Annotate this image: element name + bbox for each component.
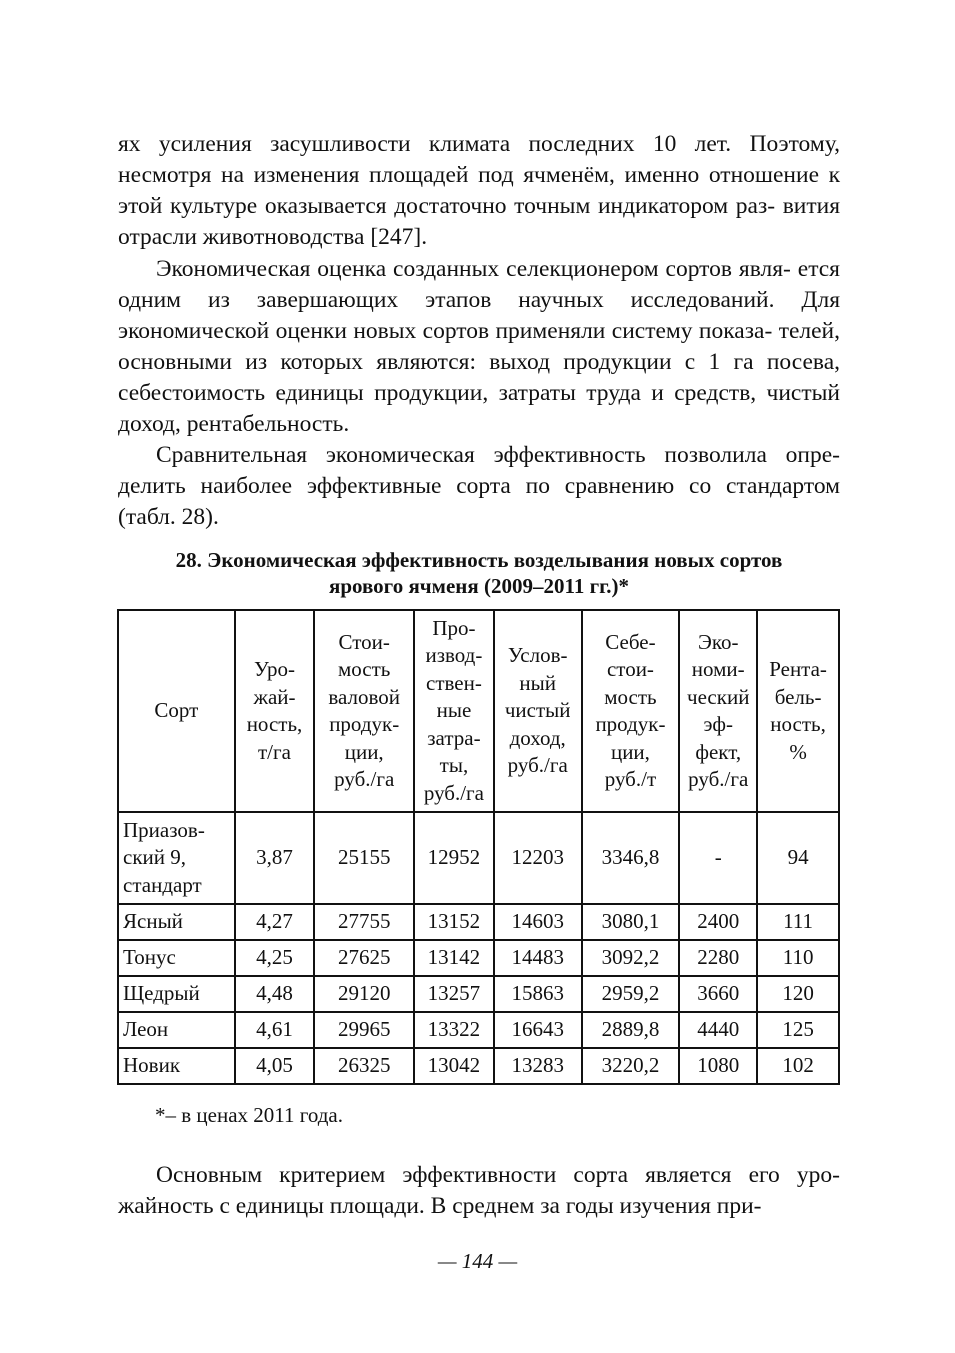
table-footnote: *– в ценах 2011 года.	[155, 1103, 343, 1127]
table-cell: 25155	[314, 812, 414, 904]
table-cell: 26325	[314, 1048, 414, 1084]
table-cell: 102	[757, 1048, 839, 1084]
table-cell: 13322	[414, 1012, 494, 1048]
table-cell: 27625	[314, 940, 414, 976]
table-caption	[118, 547, 840, 599]
table-row	[118, 940, 839, 976]
paragraph-line: вития отрасли животноводства [247].	[118, 193, 841, 250]
paragraph-line: Сравнительная экономическая эффективность позволила опре-	[156, 442, 840, 468]
table-cell: 3,87	[235, 812, 315, 904]
table-cell: 2400	[679, 904, 757, 940]
table-cell: 3220,2	[582, 1048, 680, 1084]
table-cell: 12203	[494, 812, 582, 904]
table-cell: 13142	[414, 940, 494, 976]
variety-name: Приазов- ский 9, стандарт	[118, 812, 235, 904]
table-cell: 15863	[494, 976, 582, 1012]
paragraph-line: ях усиления засушливости климата последних 10 лет. Поэтому,	[118, 131, 840, 157]
table-cell: 27755	[314, 904, 414, 940]
header-production-costs: Про- извод- ствен- ные затра- ты, руб./га	[414, 610, 494, 812]
variety-name: Леон	[118, 1012, 235, 1048]
table-row	[118, 1012, 839, 1048]
header-net-income: Услов- ный чистый доход, руб./га	[494, 610, 582, 812]
table-cell: 1080	[679, 1048, 757, 1084]
table-cell: 4,61	[235, 1012, 315, 1048]
caption-line: ярового ячменя (2009–2011 гг.)*	[328, 574, 630, 598]
paragraph-line: посева, себестоимость единицы продукции, затраты труда и	[118, 349, 840, 406]
paragraph-line: несмотря на изменения площадей под ячменём, именно отношение	[118, 162, 829, 188]
table-cell: 125	[757, 1012, 839, 1048]
table-cell: 4,05	[235, 1048, 315, 1084]
table-cell: 110	[757, 940, 839, 976]
table-cell: 94	[757, 812, 839, 904]
header-gross-output-value: Стои- мость валовой продук- ции, руб./га	[314, 610, 414, 812]
table-cell: 3080,1	[582, 904, 680, 940]
table-cell: -	[679, 812, 757, 904]
table-row	[118, 904, 839, 940]
table-cell: 3092,2	[582, 940, 680, 976]
header-unit-cost: Себе- стои- мость продук- ции, руб./т	[582, 610, 680, 812]
table-cell: 4,25	[235, 940, 315, 976]
paragraph-line: средств, чистый доход, рентабельность.	[118, 380, 840, 437]
table-header-row	[118, 610, 839, 812]
table-cell: 29120	[314, 976, 414, 1012]
paragraph-1	[118, 129, 840, 253]
table-row	[118, 976, 839, 1012]
header-yield: Уро- жай- ность, т/га	[235, 610, 315, 812]
table-cell: 4440	[679, 1012, 757, 1048]
variety-name: Щедрый	[118, 976, 235, 1012]
paragraph-line: Экономическая оценка созданных селекционером сортов явля-	[156, 256, 791, 282]
page-number: — 144 —	[437, 1249, 518, 1273]
table-cell: 13257	[414, 976, 494, 1012]
paragraph-line: ется одним из завершающих этапов научных исследований. Для	[118, 256, 840, 313]
header-profitability: Рента- бель- ность, %	[757, 610, 839, 812]
variety-name: Тонус	[118, 940, 235, 976]
table-cell: 4,27	[235, 904, 315, 940]
paragraph-line: экономической оценки новых сортов применяли систему показа-	[118, 318, 773, 344]
table-cell: 2889,8	[582, 1012, 680, 1048]
paragraph-3	[118, 440, 840, 533]
table-cell: 3660	[679, 976, 757, 1012]
table-cell: 13152	[414, 904, 494, 940]
table-cell: 13042	[414, 1048, 494, 1084]
header-economic-effect: Эко- номи- ческий эф- фект, руб./га	[679, 610, 757, 812]
table-cell: 2280	[679, 940, 757, 976]
table-cell: 12952	[414, 812, 494, 904]
paragraph-line: к этой культуре оказывается достаточно точным индикатором раз-	[118, 162, 840, 219]
efficiency-table	[117, 609, 840, 1085]
table-cell: 3346,8	[582, 812, 680, 904]
table-cell: 14603	[494, 904, 582, 940]
variety-name: Новик	[118, 1048, 235, 1084]
table-cell: 111	[757, 904, 839, 940]
table-cell: 13283	[494, 1048, 582, 1084]
caption-line: 28. Экономическая эффективность возделывания новых сортов	[175, 548, 783, 572]
table-cell: 14483	[494, 940, 582, 976]
variety-name: Ясный	[118, 904, 235, 940]
table-cell: 29965	[314, 1012, 414, 1048]
paragraph-line: Основным критерием эффективности сорта является его уро-	[156, 1162, 840, 1188]
table-cell: 16643	[494, 1012, 582, 1048]
table-row	[118, 812, 839, 904]
paragraph-line: делить наиболее эффективные сорта по сравнению со стандартом	[118, 473, 840, 499]
paragraph-line: (табл. 28).	[118, 504, 219, 530]
table-cell: 2959,2	[582, 976, 680, 1012]
paragraph-line: жайность с единицы площади. В среднем за годы изучения при-	[118, 1193, 762, 1219]
header-variety: Сорт	[118, 610, 235, 812]
table-cell: 4,48	[235, 976, 315, 1012]
table-cell: 120	[757, 976, 839, 1012]
paragraph-4	[118, 1160, 840, 1222]
paragraph-line: телей, основными из которых являются: выход продукции с 1 га	[118, 318, 840, 375]
paragraph-2	[118, 254, 840, 440]
table-row	[118, 1048, 839, 1084]
